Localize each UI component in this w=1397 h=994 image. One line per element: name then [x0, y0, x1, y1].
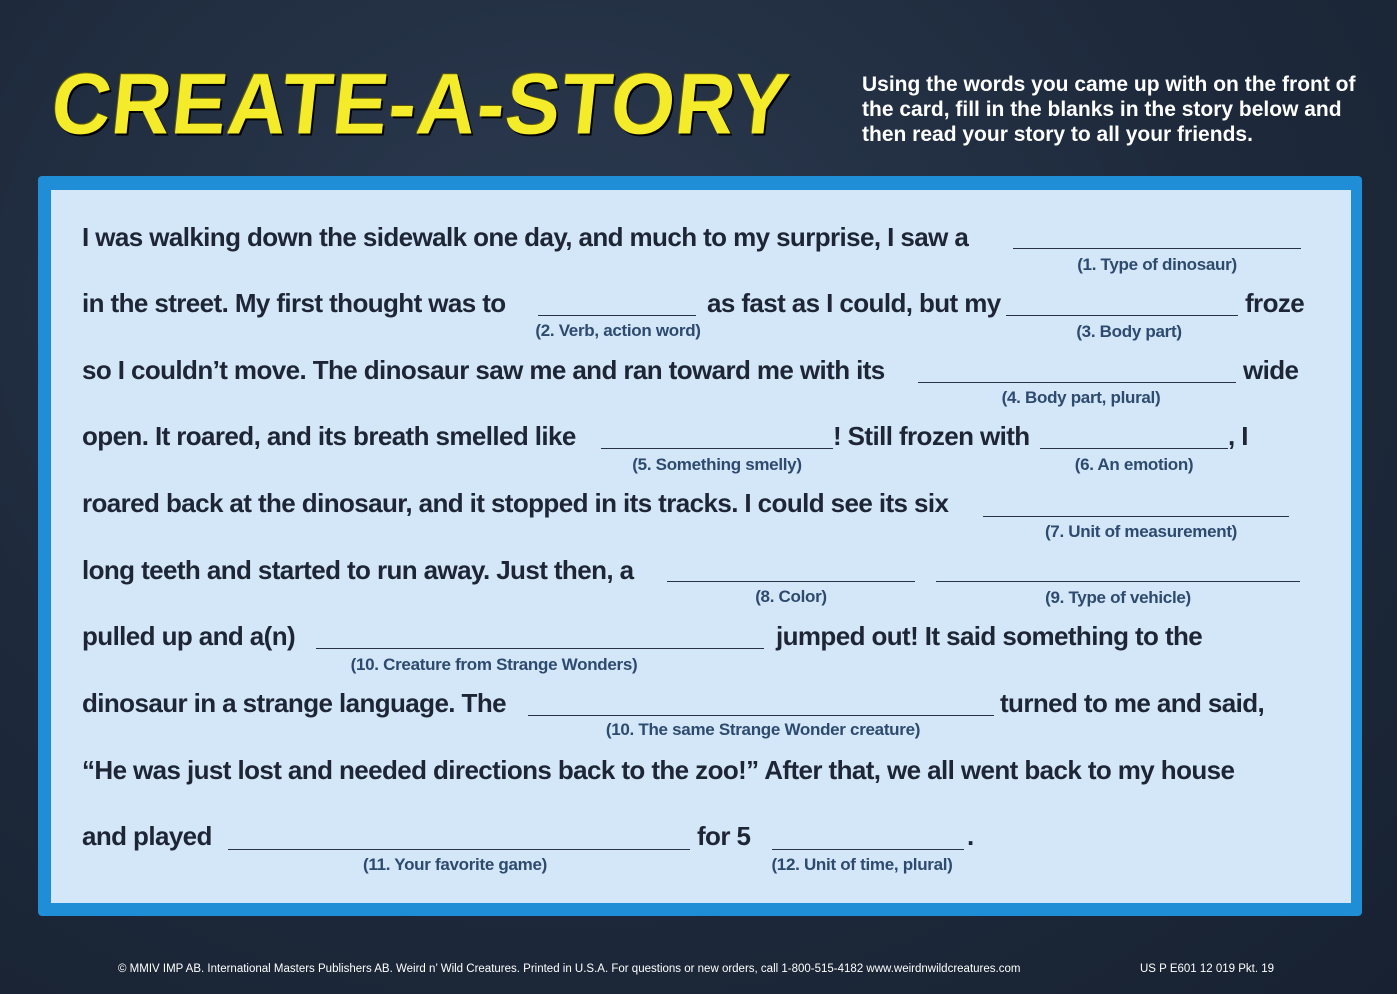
blank-6-emotion[interactable]	[1040, 448, 1228, 449]
instructions-text: Using the words you came up with on the front of the card, fill in the blanks in the story below and then read your story to all your friends.	[862, 73, 1356, 146]
blank-5-something-smelly[interactable]	[601, 448, 833, 449]
prompt-6: (6. An emotion)	[1074, 455, 1194, 474]
story-line-6: long teeth and started to run away. Just then, a	[82, 555, 634, 585]
prompt-1: (1. Type of dinosaur)	[1077, 255, 1237, 274]
story-line-5: roared back at the dinosaur, and it stopped in its tracks. I could see its six	[82, 488, 949, 518]
blank-12-unit-of-time[interactable]	[772, 849, 964, 850]
story-line-3b: wide	[1243, 355, 1299, 385]
prompt-2: (2. Verb, action word)	[535, 321, 701, 340]
story-line-9: “He was just lost and needed directions back to the zoo!” After that, we all went back to my house	[82, 755, 1235, 785]
card-title: CREATE-A-STORY	[47, 56, 794, 153]
prompt-5: (5. Something smelly)	[632, 455, 802, 474]
story-line-8b: turned to me and said,	[1000, 688, 1265, 718]
story-line-2c: froze	[1245, 288, 1305, 318]
story-line-2b: as fast as I could, but my	[707, 288, 1001, 318]
story-line-10c: .	[967, 821, 974, 851]
story-line-8a: dinosaur in a strange language. The	[82, 688, 506, 718]
prompt-3: (3. Body part)	[1076, 322, 1182, 341]
blank-11-favorite-game[interactable]	[228, 849, 690, 850]
blank-10-creature[interactable]	[316, 648, 764, 649]
story-line-7a: pulled up and a(n)	[82, 621, 296, 651]
story-line-10a: and played	[82, 821, 212, 851]
footer-copyright: © MMIV IMP AB. International Masters Publishers AB. Weird n’ Wild Creatures. Printed in U.S.A. For questions or new orders, call 1-800-515-4182 www.weirdnwildcreatures.com	[118, 963, 1021, 975]
blank-7-unit-of-measurement[interactable]	[983, 516, 1289, 517]
story-line-4c: , I	[1228, 421, 1248, 451]
story-line-2a: in the street. My first thought was to	[82, 288, 506, 318]
story-line-10b: for 5	[697, 821, 751, 851]
story-line-3a: so I couldn’t move. The dinosaur saw me and ran toward me with its	[82, 355, 885, 385]
prompt-10: (10. Creature from Strange Wonders)	[350, 655, 638, 674]
prompt-11: (11. Your favorite game)	[363, 855, 547, 874]
prompt-8: (8. Color)	[755, 587, 827, 606]
prompt-9: (9. Type of vehicle)	[1045, 588, 1191, 607]
prompt-7: (7. Unit of measurement)	[1044, 522, 1238, 541]
story-line-7b: jumped out! It said something to the	[776, 621, 1203, 651]
blank-9-vehicle[interactable]	[936, 581, 1300, 582]
footer-code: US P E601 12 019 Pkt. 19	[1140, 963, 1275, 975]
blank-4-body-part-plural[interactable]	[918, 382, 1236, 383]
prompt-12: (12. Unit of time, plural)	[771, 855, 953, 874]
prompt-4: (4. Body part, plural)	[1001, 388, 1161, 407]
story-line-1: I was walking down the sidewalk one day, and much to my surprise, I saw a	[82, 222, 969, 252]
prompt-10b: (10. The same Strange Wonder creature)	[605, 720, 921, 739]
blank-3-body-part[interactable]	[1006, 315, 1238, 316]
blank-10b-same-creature[interactable]	[528, 715, 994, 716]
blank-2-verb[interactable]	[538, 315, 696, 316]
blank-1-type-of-dinosaur[interactable]	[1013, 248, 1301, 249]
story-line-4b: ! Still frozen with	[833, 421, 1030, 451]
story-line-4a: open. It roared, and its breath smelled like	[82, 421, 576, 451]
blank-8-color[interactable]	[667, 581, 915, 582]
